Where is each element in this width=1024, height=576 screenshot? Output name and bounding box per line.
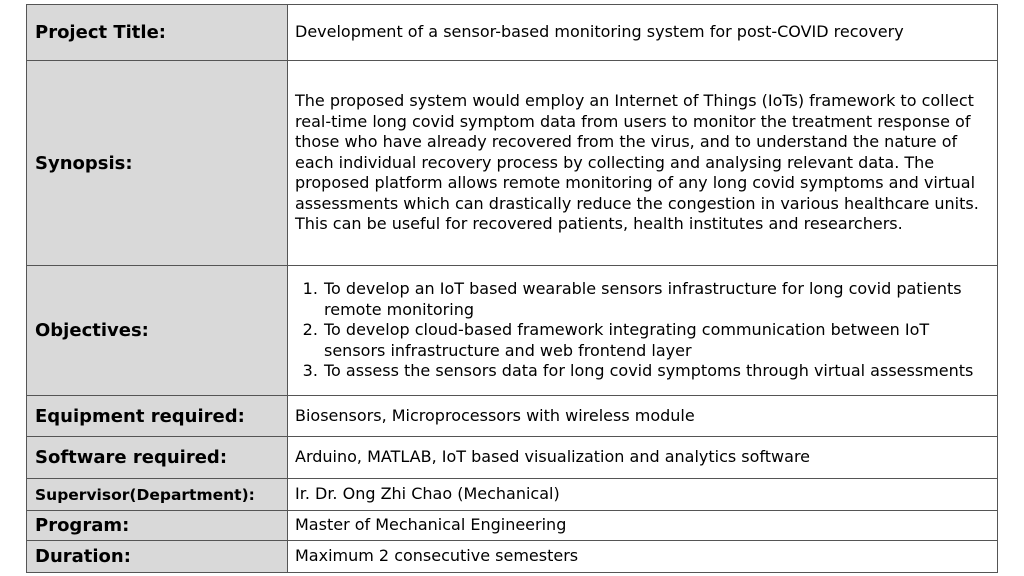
- objective-item: 1. To develop an IoT based wearable sensors infrastructure for long covid patients remote monitoring: [323, 279, 991, 320]
- row-synopsis: [27, 61, 998, 266]
- program-value: Master of Mechanical Engineering: [288, 511, 998, 541]
- synopsis-label: Synopsis:: [27, 61, 288, 266]
- objective-item: 3. To assess the sensors data for long covid symptoms through virtual assessments: [323, 361, 991, 382]
- project-title-label: Project Title:: [27, 5, 288, 61]
- supervisor-label: Supervisor(Department):: [27, 479, 288, 511]
- row-software: [27, 437, 998, 479]
- row-objectives: [27, 266, 998, 396]
- objectives-list: [295, 279, 991, 382]
- objectives-value: [288, 266, 998, 396]
- synopsis-value: The proposed system would employ an Internet of Things (IoTs) framework to collect real-time long covid symptom data from users to monitor the treatment response of those who have already recovered from the virus, and to understand the nature of each individual recovery process by collecting and analysing relevant data. The proposed platform allows remote monitoring of any long covid symptoms and virtual assessments which can drastically reduce the congestion in various healthcare units. This can be useful for recovered patients, health institutes and researchers.: [288, 61, 998, 266]
- row-project-title: [27, 5, 998, 61]
- software-label: Software required:: [27, 437, 288, 479]
- duration-label: Duration:: [27, 541, 288, 573]
- program-label: Program:: [27, 511, 288, 541]
- row-duration: [27, 541, 998, 573]
- software-value: Arduino, MATLAB, IoT based visualization and analytics software: [288, 437, 998, 479]
- equipment-value: Biosensors, Microprocessors with wireless module: [288, 396, 998, 437]
- project-title-value: Development of a sensor-based monitoring system for post-COVID recovery: [288, 5, 998, 61]
- objective-item: 2. To develop cloud-based framework integrating communication between IoT sensors infrastructure and web frontend layer: [323, 320, 991, 361]
- row-equipment: [27, 396, 998, 437]
- objectives-label: Objectives:: [27, 266, 288, 396]
- project-details-table: [26, 4, 998, 573]
- row-supervisor: [27, 479, 998, 511]
- duration-value: Maximum 2 consecutive semesters: [288, 541, 998, 573]
- row-program: [27, 511, 998, 541]
- equipment-label: Equipment required:: [27, 396, 288, 437]
- supervisor-value: Ir. Dr. Ong Zhi Chao (Mechanical): [288, 479, 998, 511]
